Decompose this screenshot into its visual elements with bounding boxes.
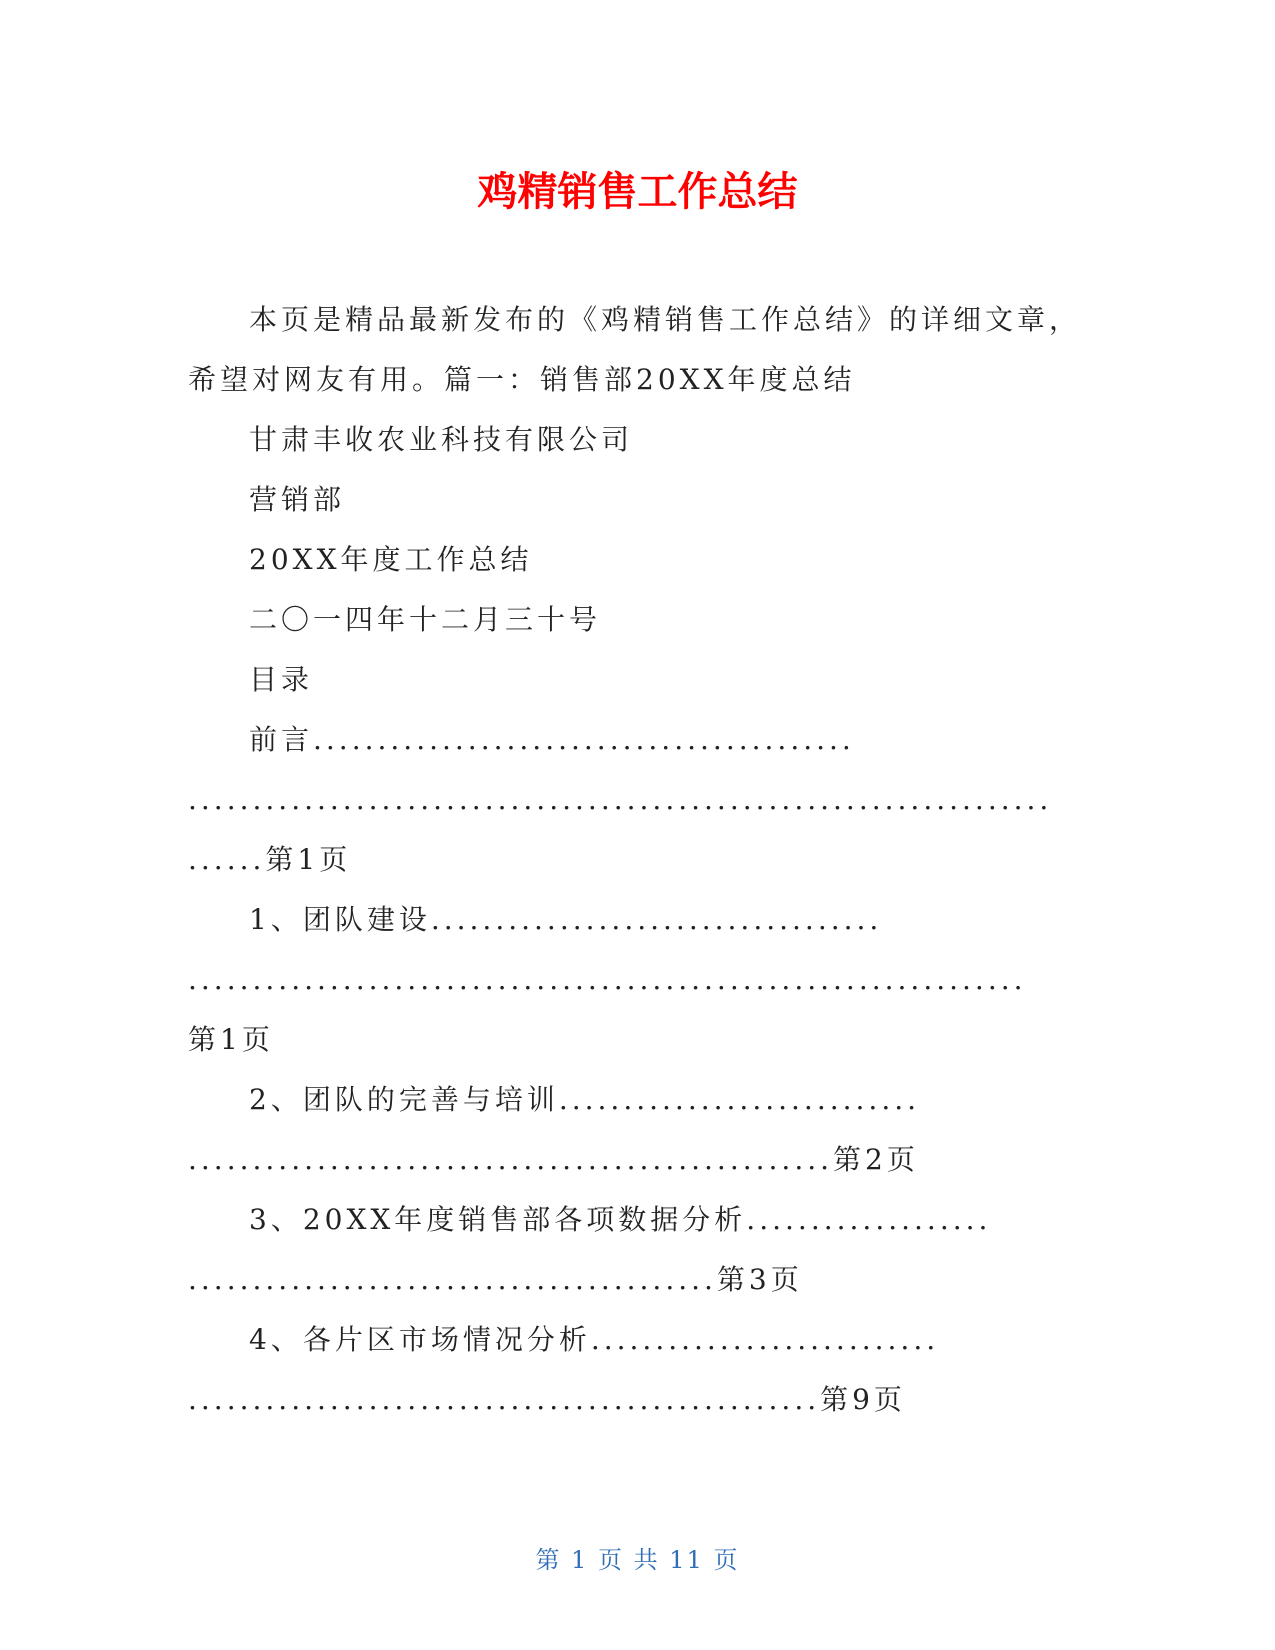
toc-entry-4-dots: .................................................第9页: [188, 1383, 906, 1416]
page-footer: 第 1 页 共 11 页: [535, 1546, 740, 1574]
toc-entry-1: 1、团队建设...................................: [249, 903, 883, 936]
company-name: 甘肃丰收农业科技有限公司: [249, 423, 634, 456]
toc-entry-1-page: 第1页: [188, 1023, 274, 1056]
toc-entry-3: 3、20XX年度销售部各项数据分析...................: [249, 1203, 992, 1236]
document-title: 鸡精销售工作总结: [477, 169, 798, 215]
report-title: 20XX年度工作总结: [249, 543, 533, 576]
department-name: 营销部: [249, 483, 346, 516]
toc-entry-3-dots: .........................................第3页: [188, 1263, 803, 1296]
toc-entry-2-dots: ..................................................第2页: [188, 1143, 919, 1176]
toc-entry-2: 2、团队的完善与培训............................: [249, 1083, 921, 1116]
toc-entry-preface-dots: ...................................................................: [188, 783, 1053, 816]
toc-entry-1-dots: .................................................................: [188, 963, 1027, 996]
toc-heading: 目录: [249, 663, 314, 696]
toc-entry-preface: 前言..........................................: [249, 723, 855, 756]
intro-line-1: 本页是精品最新发布的《鸡精销售工作总结》的详细文章，: [249, 303, 1082, 336]
report-date: 二〇一四年十二月三十号: [249, 603, 602, 636]
toc-entry-preface-page: ......第1页: [188, 843, 352, 876]
toc-entry-4: 4、各片区市场情况分析...........................: [249, 1323, 940, 1356]
intro-line-2: 希望对网友有用。篇一：销售部20XX年度总结: [188, 363, 856, 396]
